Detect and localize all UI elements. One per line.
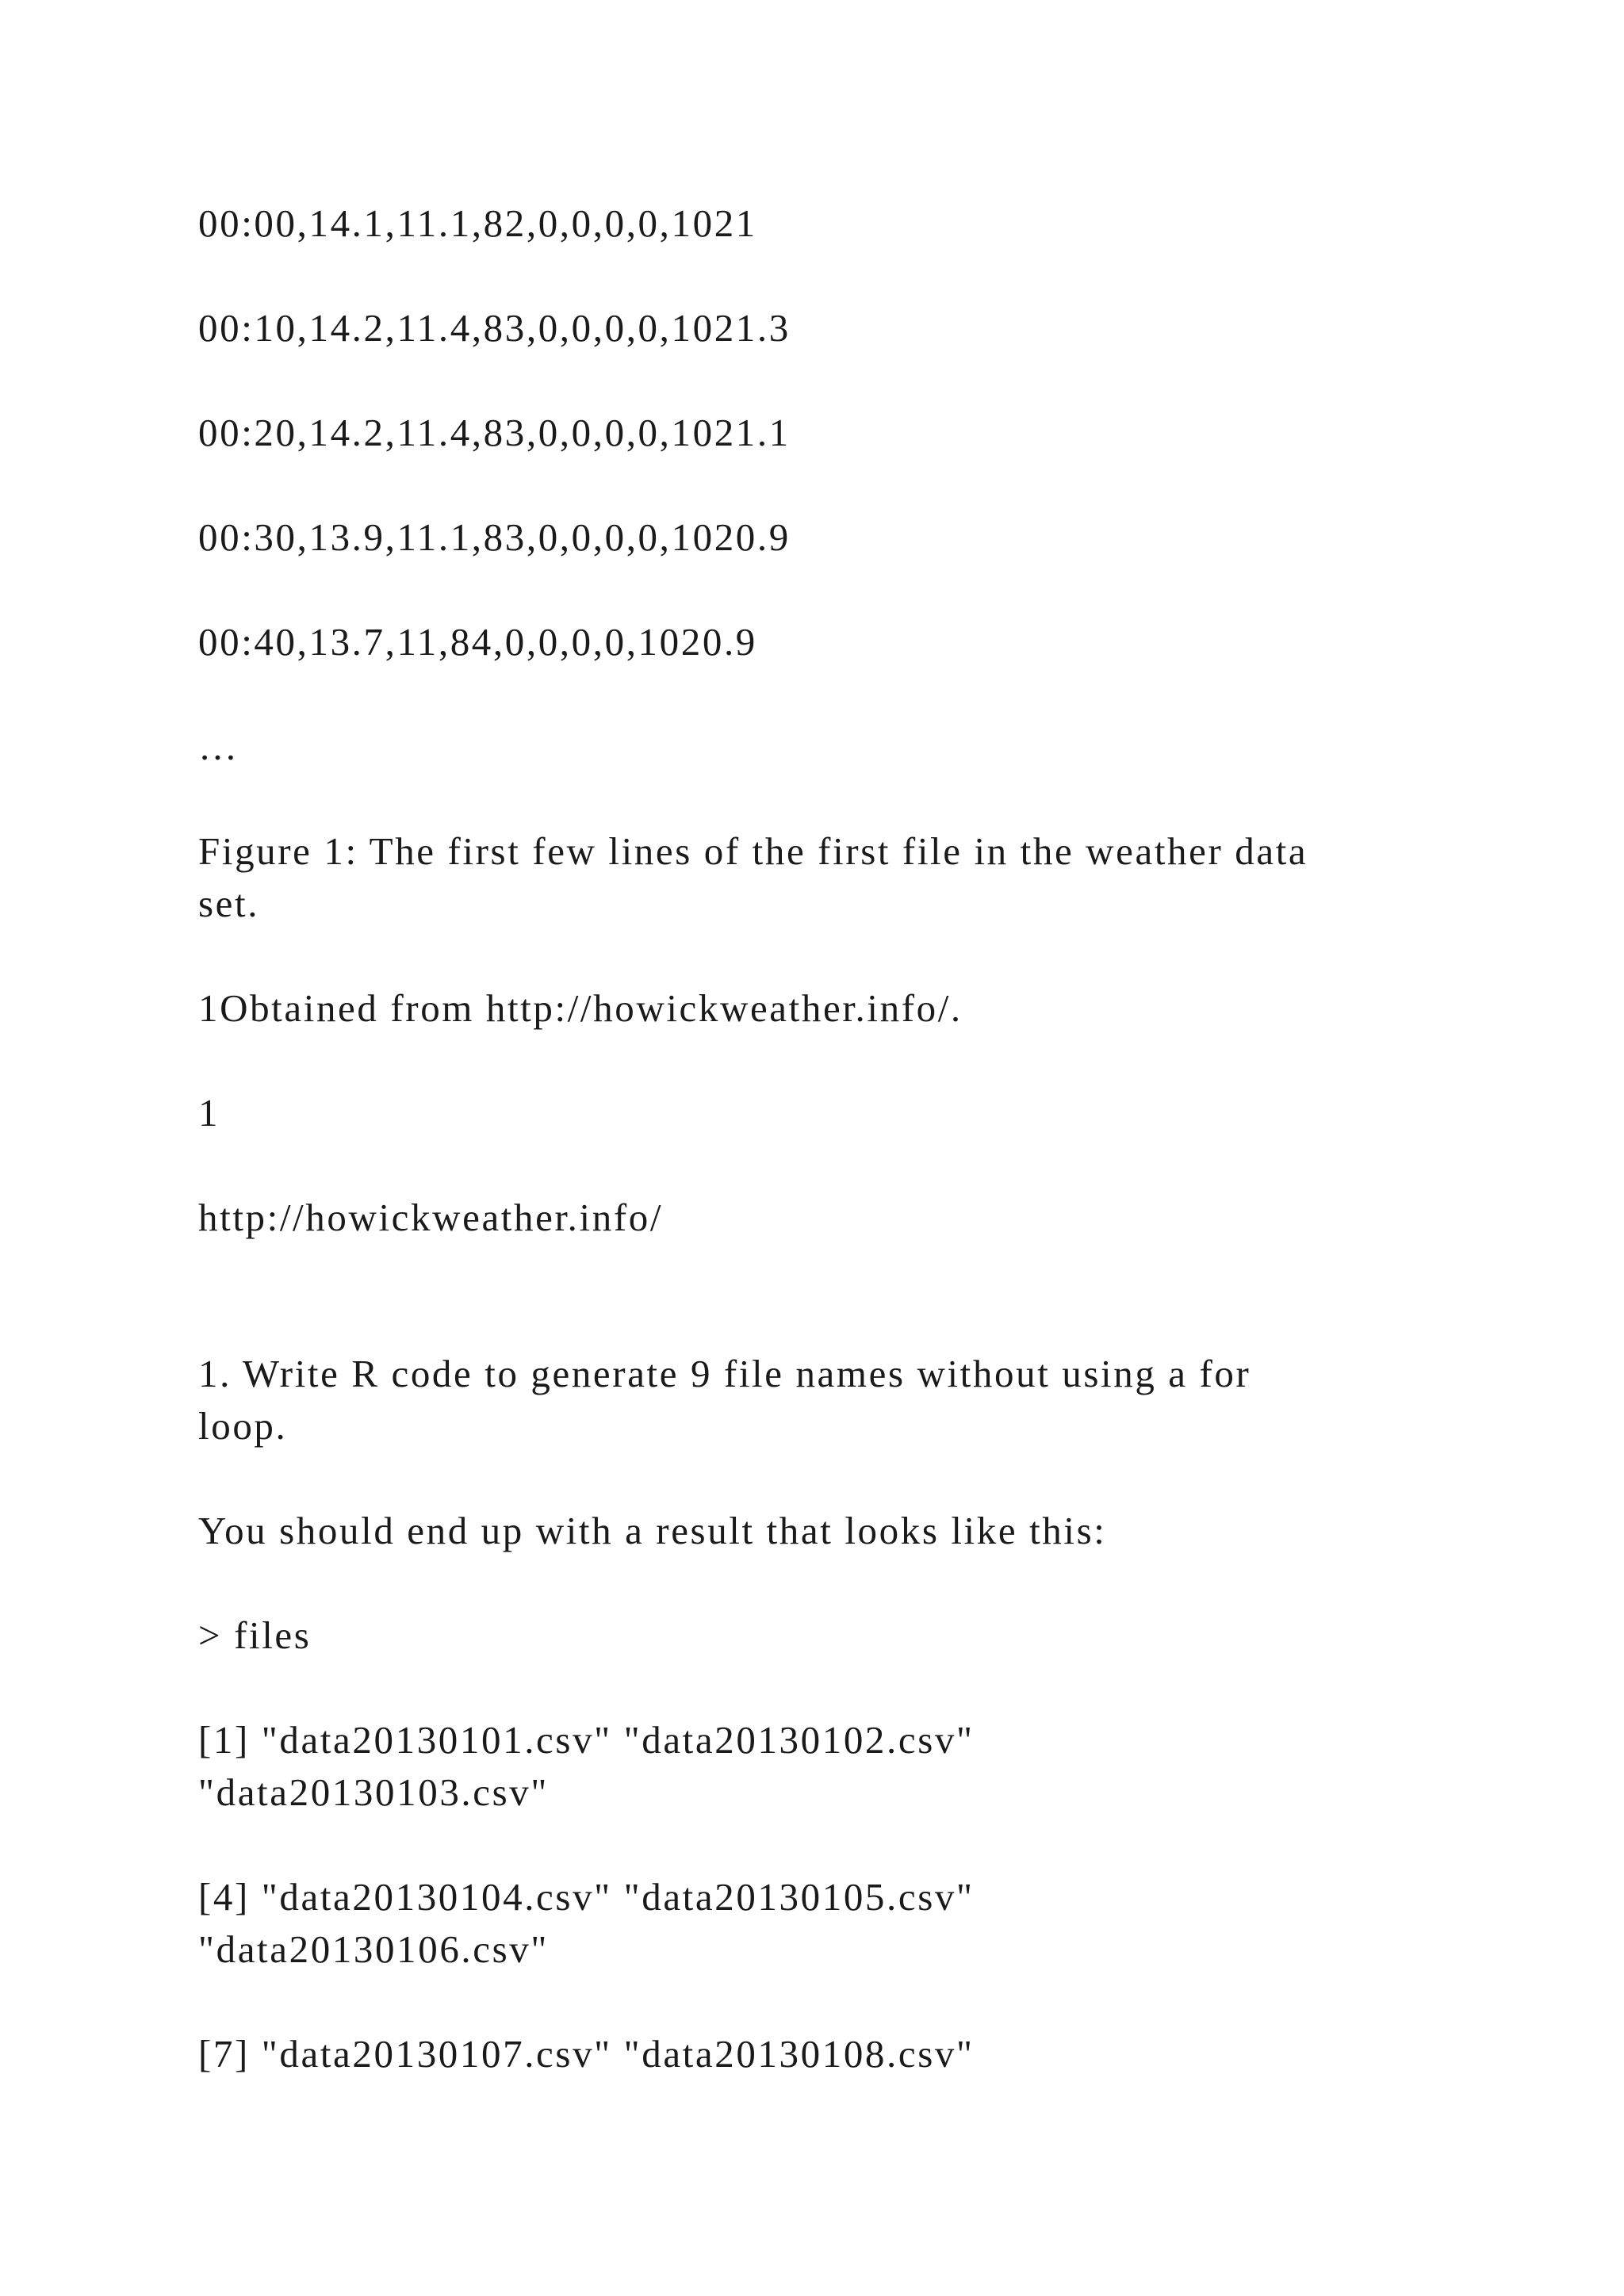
page-number: 1 bbox=[198, 1091, 220, 1135]
data-line-5: 00:40,13.7,11,84,0,0,0,0,1020.9 bbox=[198, 620, 757, 664]
figure-caption-line-2: set. bbox=[198, 882, 260, 925]
figure-caption-line-1: Figure 1: The first few lines of the first file in the weather data bbox=[198, 829, 1308, 873]
question-line-1: 1. Write R code to generate 9 file names without using a for bbox=[198, 1352, 1251, 1395]
data-line-3: 00:20,14.2,11.4,83,0,0,0,0,1021.1 bbox=[198, 411, 791, 454]
output-row-7-line-1: [7] "data20130107.csv" "data20130108.csv" bbox=[198, 2032, 975, 2076]
ellipsis: … bbox=[198, 725, 239, 768]
data-line-4: 00:30,13.9,11.1,83,0,0,0,0,1020.9 bbox=[198, 515, 791, 559]
output-row-4-line-2: "data20130106.csv" bbox=[198, 1927, 549, 1971]
question-line-2: loop. bbox=[198, 1404, 288, 1448]
console-prompt: > files bbox=[198, 1613, 312, 1657]
url-text: http://howickweather.info/ bbox=[198, 1196, 664, 1239]
output-row-1-line-2: "data20130103.csv" bbox=[198, 1770, 549, 1814]
data-line-2: 00:10,14.2,11.4,83,0,0,0,0,1021.3 bbox=[198, 306, 791, 350]
result-intro: You should end up with a result that looks like this: bbox=[198, 1509, 1107, 1552]
output-row-4-line-1: [4] "data20130104.csv" "data20130105.csv" bbox=[198, 1875, 975, 1919]
output-row-1-line-1: [1] "data20130101.csv" "data20130102.csv" bbox=[198, 1718, 975, 1762]
data-line-1: 00:00,14.1,11.1,82,0,0,0,0,1021 bbox=[198, 201, 757, 245]
footnote: 1Obtained from http://howickweather.info/. bbox=[198, 986, 963, 1030]
